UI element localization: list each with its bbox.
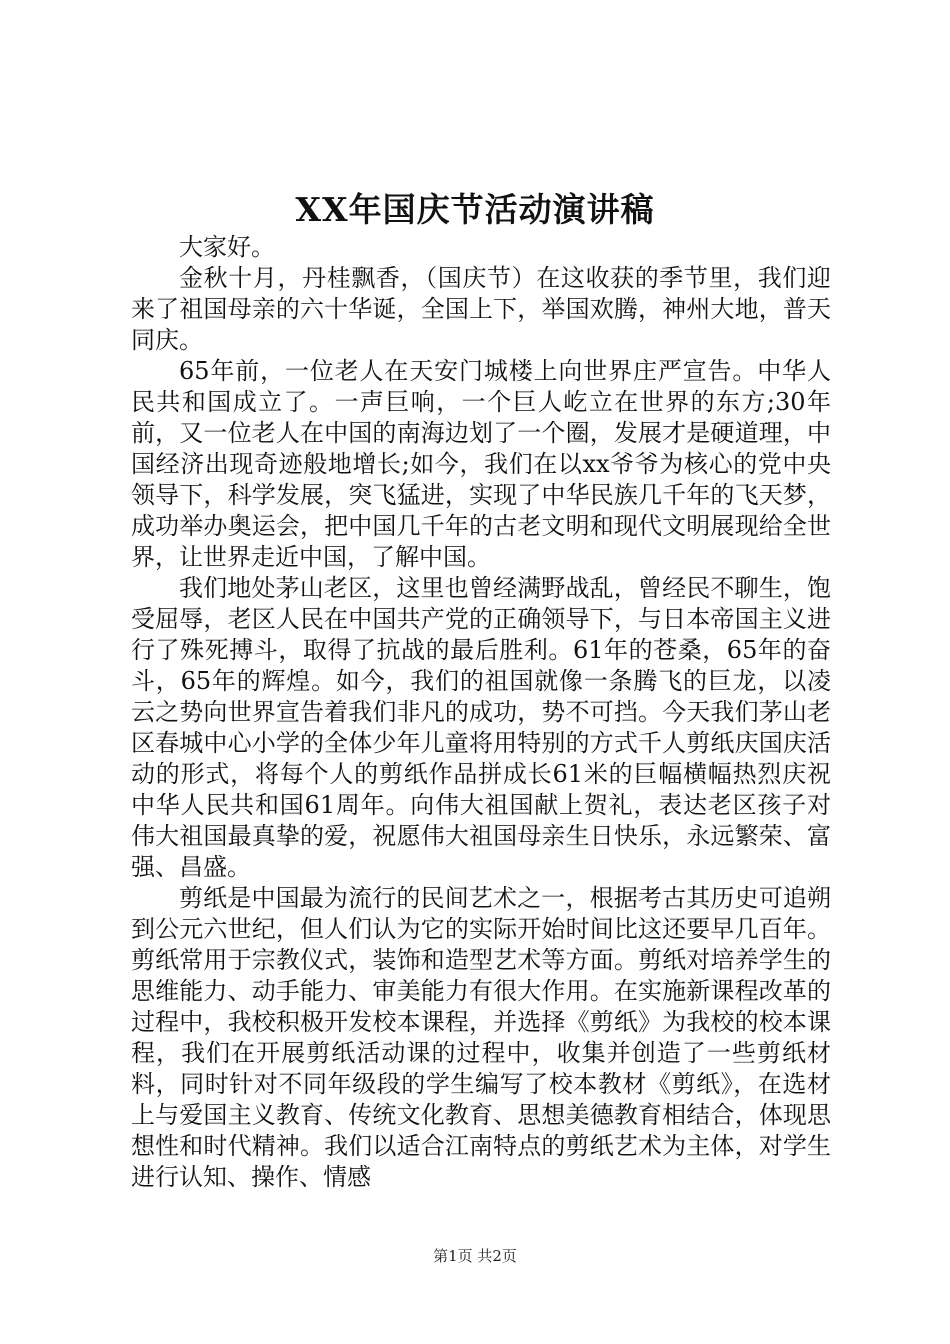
document-title: XX年国庆节活动演讲稿	[295, 190, 655, 229]
paragraph-history: 65年前，一位老人在天安门城楼上向世界庄严宣告。中华人民共和国成立了。一声巨响，一个巨人屹立在世界的东方;30年前，又一位老人在中国的南海边划了一个圈，发展才是硬道理，中国经济出现奇迹般地增长;如今，我们在以xx爷爷为核心的党中央领导下，科学发展，突飞猛进，实现了中华民族几千年的飞天梦，成功举办奥运会，把中国几千年的古老文明和现代文明展现给全世界，让世界走近中国，了解中国。	[131, 357, 831, 571]
paragraph-greeting: 大家好。	[179, 233, 275, 261]
paragraph-papercut: 剪纸是中国最为流行的民间艺术之一，根据考古其历史可追朔到公元六世纪，但人们认为它的实际开始时间比这还要早几百年。剪纸常用于宗教仪式，装饰和造型艺术等方面。剪纸对培养学生的思维能力、动手能力、审美能力有很大作用。在实施新课程改革的过程中，我校积极开发校本课程，并选择《剪纸》为我校的校本课程，我们在开展剪纸活动课的过程中，收集并创造了一些剪纸材料，同时针对不同年级段的学生编写了校本教材《剪纸》，在选材上与爱国主义教育、传统文化教育、思想美德教育相结合，体现思想性和时代精神。我们以适合江南特点的剪纸艺术为主体，对学生进行认知、操作、情感	[131, 884, 831, 1191]
paragraph-autumn: 金秋十月，丹桂飘香，（国庆节）在这收获的季节里，我们迎来了祖国母亲的六十华诞，全国上下，举国欢腾，神州大地，普天同庆。	[131, 264, 831, 354]
paragraph-maoshan: 我们地处茅山老区，这里也曾经满野战乱，曾经民不聊生，饱受屈辱，老区人民在中国共产党的正确领导下，与日本帝国主义进行了殊死搏斗，取得了抗战的最后胜利。61年的苍桑，65年的奋斗，65年的辉煌。如今，我们的祖国就像一条腾飞的巨龙，以凌云之势向世界宣告着我们非凡的成功，势不可挡。今天我们茅山老区春城中心小学的全体少年儿童将用特别的方式千人剪纸庆国庆活动的形式，将每个人的剪纸作品拼成长61米的巨幅横幅热烈庆祝中华人民共和国61周年。向伟大祖国献上贺礼，表达老区孩子对伟大祖国最真挚的爱，祝愿伟大祖国母亲生日快乐，永远繁荣、富强、昌盛。	[131, 574, 831, 881]
page-number-footer: 第1页 共2页	[433, 1247, 517, 1265]
document-body	[131, 232, 831, 1193]
